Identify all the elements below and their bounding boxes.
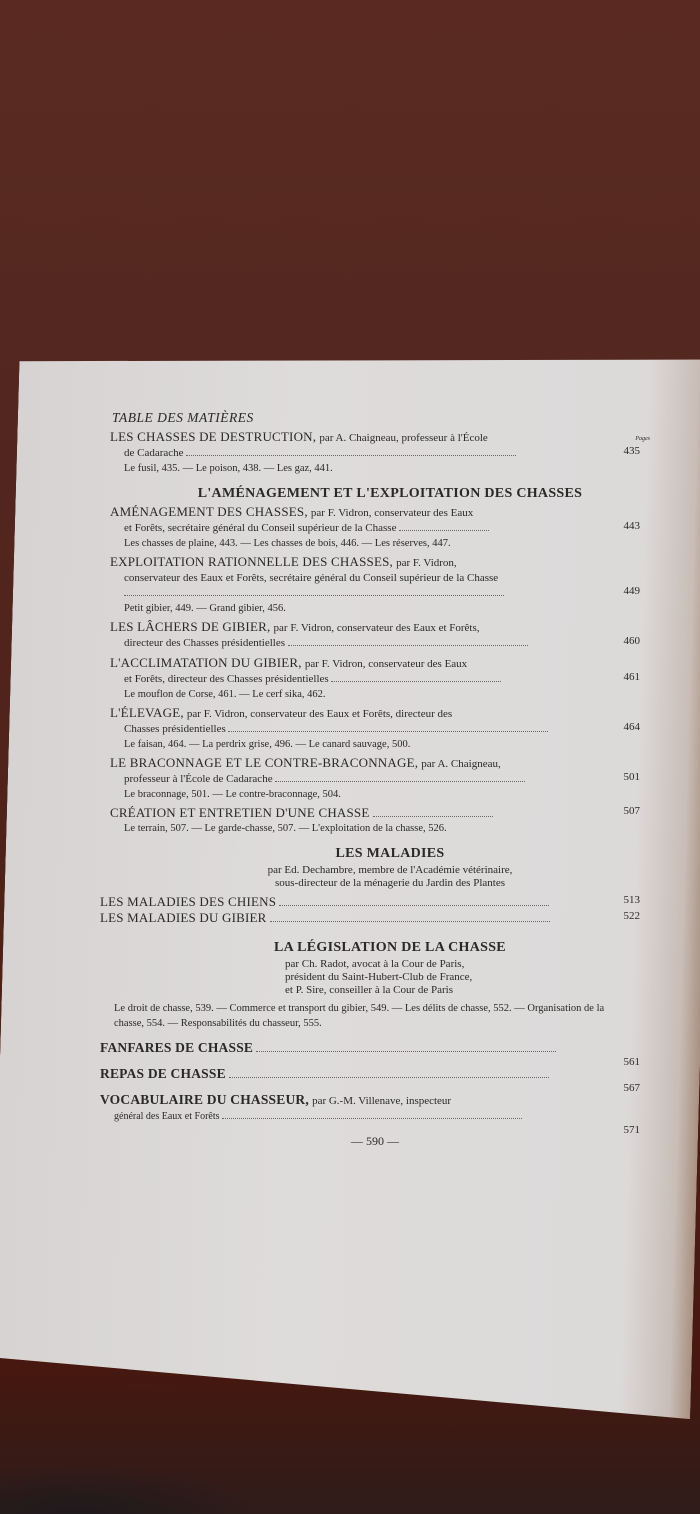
entry-title: FANFARES DE CHASSE [100,1040,254,1055]
toc-entry[interactable] [100,1066,640,1094]
entry-author: par F. Vidron, conservateur des Eaux [310,507,474,519]
entry-line2: directeur des Chasses présidentielles [124,637,285,649]
page-number: 449 [623,585,640,597]
page-number: 443 [623,520,640,532]
entry-title: LES CHASSES DE DESTRUCTION, [110,429,317,444]
toc-entry[interactable] [110,755,640,787]
dot-leader [331,681,501,682]
page-number: 571 [623,1124,640,1136]
entry-title: LES MALADIES DU GIBIER [100,910,267,925]
entry-line2: et Forêts, secrétaire général du Conseil supérieur de la Chasse [124,522,397,534]
entry-line2: général des Eaux et Forêts [114,1111,220,1122]
page-number: 464 [623,721,640,733]
page-number: 461 [623,671,640,683]
page-number: 561 [623,1056,640,1068]
background-shadow [0,1464,260,1514]
toc-entry[interactable] [110,805,640,821]
entry-subitems: Le terrain, 507. — Le garde-chasse, 507. — L'exploitation de la chasse, 526. [124,823,447,834]
dot-leader [399,530,489,531]
entry-title: L'ACCLIMATATION DU GIBIER, [110,655,302,670]
page-number: 513 [623,894,640,906]
section-author-line: sous-directeur de la ménagerie du Jardin des Plantes [274,877,505,889]
entry-subitems: Le faisan, 464. — La perdrix grise, 496. — Le canard sauvage, 500. [124,739,411,750]
section-author-line: par Ed. Dechambre, membre de l'Académie vétérinaire, [267,864,513,876]
dot-leader [186,455,516,456]
entry-subitems: Petit gibier, 449. — Grand gibier, 456. [124,603,286,614]
dot-leader [275,781,525,782]
entry-title: LES MALADIES DES CHIENS [100,894,277,909]
toc-entry[interactable] [100,1092,640,1136]
toc-entry[interactable] [110,504,640,536]
section-author [285,958,640,997]
entry-subitems: Le braconnage, 501. — Le contre-braconnage, 504. [124,789,341,800]
entry-line2: conservateur des Eaux et Forêts, secrétaire général du Conseil supérieur de la Chasse [124,572,499,584]
entry-title: VOCABULAIRE DU CHASSEUR, [100,1092,309,1107]
dot-leader [222,1118,522,1119]
entry-author: par F. Vidron, conservateur des Eaux et Forêts, [273,622,480,634]
entry-author: par A. Chaigneau, [421,758,501,770]
entry-title: AMÉNAGEMENT DES CHASSES, [110,504,308,519]
entry-subitems: Le fusil, 435. — Le poison, 438. — Les gaz, 441. [124,463,333,474]
page-folio: — 590 — [351,1134,399,1148]
section-author-line: président du Saint-Hubert-Club de France, [285,971,473,983]
toc-entry[interactable] [100,1040,640,1068]
entry-title: L'ÉLEVAGE, [110,705,184,720]
section-author-line: par Ch. Radot, avocat à la Cour de Paris, [285,958,465,970]
dot-leader [270,921,550,922]
section-title: LES MALADIES [335,846,445,861]
dot-leader [288,645,528,646]
dot-leader [279,905,549,906]
dot-leader [373,816,493,817]
page-number: 522 [623,910,640,922]
toc-entry[interactable] [100,894,640,910]
toc-entry[interactable] [110,429,640,461]
page-number: 507 [623,805,640,817]
section-title: L'AMÉNAGEMENT ET L'EXPLOITATION DES CHASSES [197,486,583,501]
entry-author: par F. Vidron, [396,557,457,569]
toc-entry[interactable] [110,655,640,687]
entry-line2: et Forêts, directeur des Chasses présidentielles [124,673,329,685]
entry-line2: de Cadarache [124,447,184,459]
entry-line2: professeur à l'École de Cadarache [124,773,273,785]
section-author [140,864,640,890]
table-of-contents [100,410,650,1149]
toc-entry[interactable] [110,705,640,737]
entry-author: par G.-M. Villenave, inspecteur [312,1095,452,1107]
toc-entry[interactable] [100,910,640,926]
pages-column-label: Pages [635,436,650,442]
entry-title: CRÉATION ET ENTRETIEN D'UNE CHASSE [110,805,370,820]
page-number: 435 [623,445,640,457]
entry-subitems: Le droit de chasse, 539. — Commerce et transport du gibier, 549. — Les délits de chasse, 552. — Organisation de la chasse, 554. — Responsabilités du chasseur, 555. [114,1003,605,1029]
entry-title: EXPLOITATION RATIONNELLE DES CHASSES, [110,554,393,569]
page-number: 567 [623,1082,640,1094]
toc-entry[interactable] [110,554,640,601]
dot-leader [256,1051,556,1052]
running-head: TABLE DES MATIÈRES [112,410,254,425]
entry-title: LE BRACONNAGE ET LE CONTRE-BRACONNAGE, [110,755,419,770]
dot-leader [124,595,504,596]
toc-entry[interactable] [110,619,640,651]
section-title: LA LÉGISLATION DE LA CHASSE [274,940,506,955]
entry-author: par F. Vidron, conservateur des Eaux [304,658,468,670]
entry-title: REPAS DE CHASSE [100,1066,226,1081]
entry-title: LES LÂCHERS DE GIBIER, [110,619,271,634]
page-number: 460 [623,635,640,647]
entry-subitems: Les chasses de plaine, 443. — Les chasses de bois, 446. — Les réserves, 447. [124,538,451,549]
page-number: 501 [623,771,640,783]
entry-author: par A. Chaigneau, professeur à l'École [319,432,488,444]
entry-subitems: Le mouflon de Corse, 461. — Le cerf sika, 462. [124,689,326,700]
dot-leader [229,1077,549,1078]
entry-line2: Chasses présidentielles [124,723,226,735]
dot-leader [228,731,548,732]
section-author-line: et P. Sire, conseiller à la Cour de Paris [285,984,454,996]
entry-author: par F. Vidron, conservateur des Eaux et Forêts, directeur des [186,708,453,720]
